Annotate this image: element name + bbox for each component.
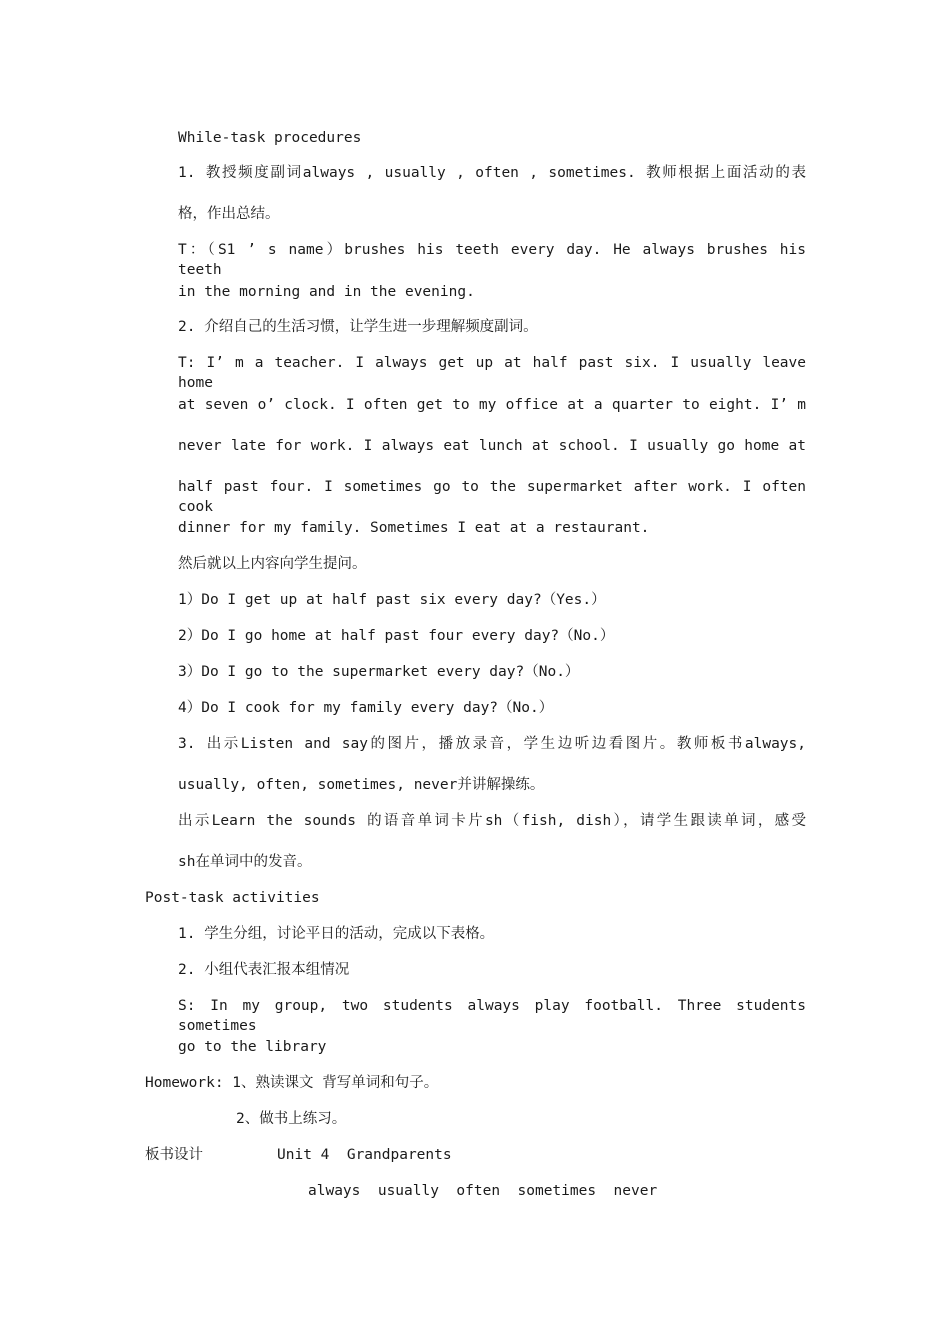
homework-line-2: 2、做书上练习。 (236, 1111, 347, 1127)
item-3-line-1: 3. 出示Listen and say的图片，播放录音，学生边听边看图片。教师板书always, (178, 736, 806, 752)
question-1: 1）Do I get up at half past six every day?（Yes.） (178, 592, 606, 608)
teacher-line-2: in the morning and in the evening. (178, 284, 475, 300)
teacher-para-line-3: never late for work. I always eat lunch at school. I usually go home at (178, 438, 806, 454)
teacher-line-1: T：（S1 ’ s name）brushes his teeth every day. He always brushes his teeth (178, 242, 806, 278)
board-title: Unit 4 Grandparents (277, 1147, 452, 1163)
board-design-label: 板书设计 (145, 1147, 203, 1163)
item-2: 2. 介绍自己的生活习惯，让学生进一步理解频度副词。 (178, 319, 538, 335)
teacher-para-line-5: dinner for my family. Sometimes I eat at a restaurant. (178, 520, 650, 536)
question-2: 2）Do I go home at half past four every day?（No.） (178, 628, 615, 644)
question-4: 4）Do I cook for my family every day?（No.） (178, 700, 554, 716)
student-line-2: go to the library (178, 1039, 327, 1055)
while-task-heading: While-task procedures (178, 130, 362, 146)
post-item-2: 2. 小组代表汇报本组情况 (178, 962, 350, 978)
item-3-line-2: usually, often, sometimes, never并讲解操练。 (178, 777, 545, 793)
student-line-1: S: In my group, two students always play football. Three students sometimes (178, 998, 806, 1034)
teacher-para-line-2: at seven o’ clock. I often get to my office at a quarter to eight. I’ m (178, 397, 806, 413)
board-words: always usually often sometimes never (308, 1183, 658, 1199)
post-item-1: 1. 学生分组，讨论平日的活动，完成以下表格。 (178, 926, 495, 942)
item-1-line-2: 格，作出总结。 (178, 206, 280, 222)
sounds-line-1: 出示Learn the sounds 的语音单词卡片sh（fish, dish），请学生跟读单词，感受 (178, 813, 806, 829)
teacher-para-line-4: half past four. I sometimes go to the supermarket after work. I often cook (178, 479, 806, 515)
sounds-line-2: sh在单词中的发音。 (178, 854, 312, 870)
teacher-para-line-1: T: I’ m a teacher. I always get up at half past six. I usually leave home (178, 355, 806, 391)
homework-line-1: Homework: 1、熟读课文 背写单词和句子。 (145, 1075, 439, 1091)
item-1-line-1: 1. 教授频度副词always , usually , often , sometimes. 教师根据上面活动的表 (178, 165, 806, 181)
question-3: 3）Do I go to the supermarket every day?（No.） (178, 664, 580, 680)
post-task-heading: Post-task activities (145, 890, 320, 906)
ask-questions-line: 然后就以上内容向学生提问。 (178, 556, 367, 572)
